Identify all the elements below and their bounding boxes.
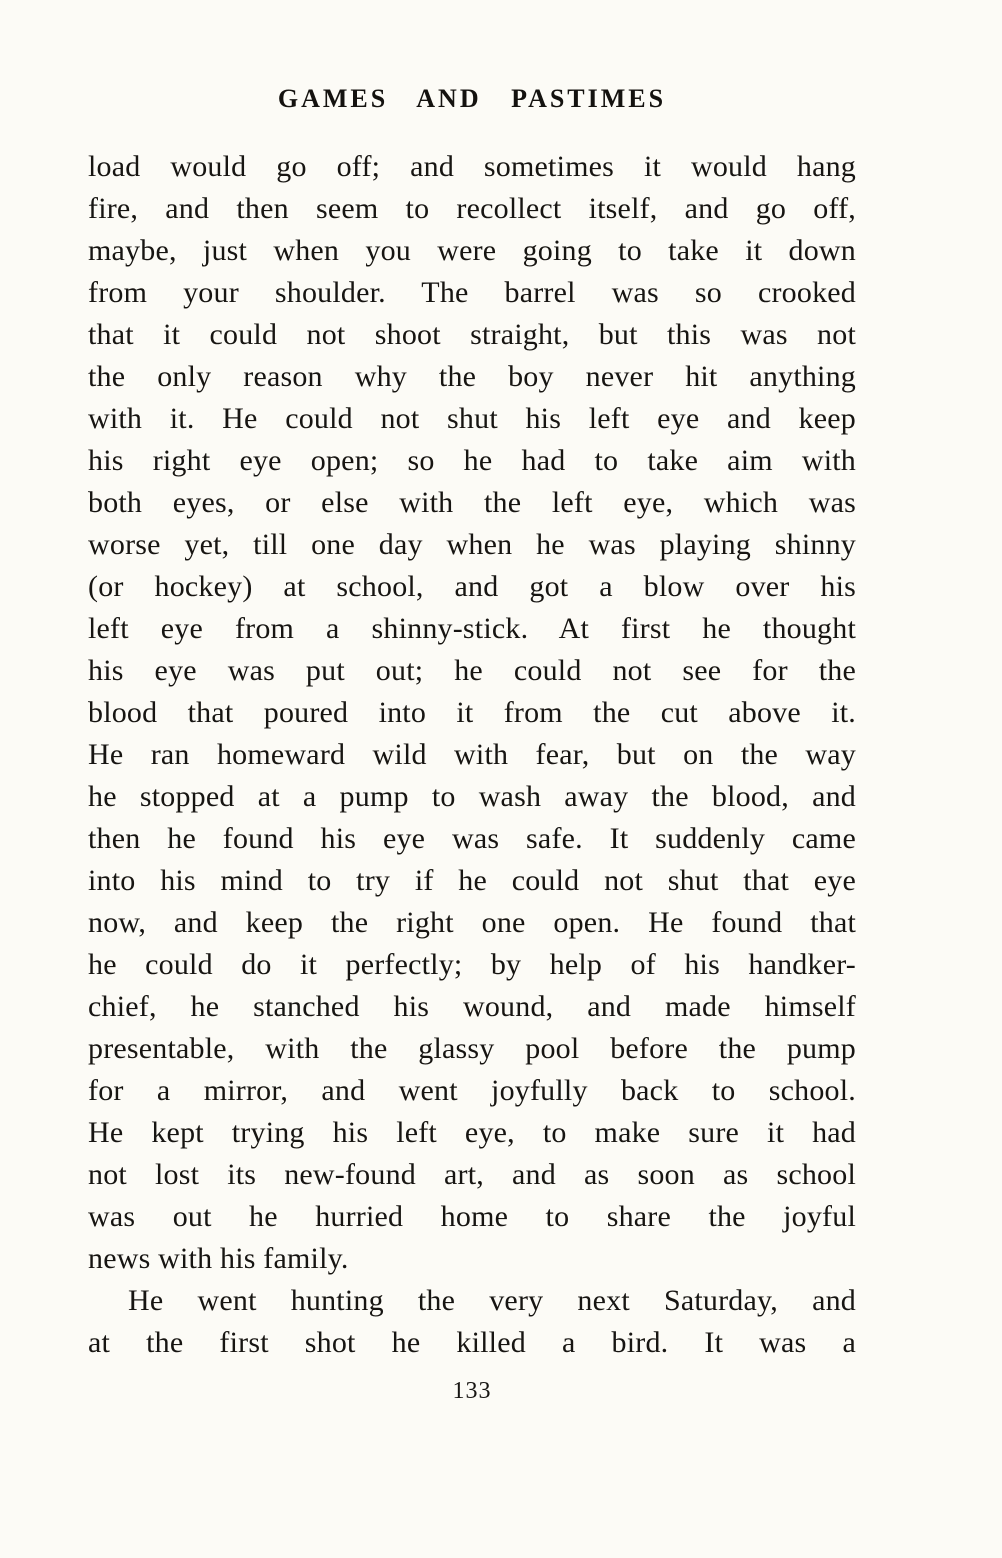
page-header: GAMES AND PASTIMES [277, 84, 667, 113]
text-line: his eye was put out; he could not see for the [88, 654, 856, 687]
text-block [88, 84, 856, 1405]
text-line: now, and keep the right one open. He found that [88, 906, 856, 939]
text-line: his right eye open; so he had to take aim with [88, 444, 856, 477]
text-line: at the first shot he killed a bird. It was a [88, 1326, 856, 1359]
text-line: he could do it perfectly; by help of his handker- [88, 948, 856, 981]
text-line: into his mind to try if he could not shut that eye [88, 864, 856, 897]
text-line: with it. He could not shut his left eye and keep [88, 402, 856, 435]
text-line: the only reason why the boy never hit anything [88, 360, 856, 393]
body-lines [88, 146, 856, 1364]
text-line: presentable, with the glassy pool before the pump [88, 1032, 856, 1065]
text-line: not lost its new-found art, and as soon as school [88, 1158, 856, 1191]
text-line: blood that poured into it from the cut above it. [88, 696, 856, 729]
text-line: He ran homeward wild with fear, but on the way [88, 738, 856, 771]
text-line: both eyes, or else with the left eye, which was [88, 486, 856, 519]
text-line: (or hockey) at school, and got a blow over his [88, 570, 856, 603]
text-line: He kept trying his left eye, to make sure it had [88, 1116, 856, 1149]
text-line: fire, and then seem to recollect itself, and go off, [88, 192, 856, 225]
text-line: He went hunting the very next Saturday, and [128, 1284, 856, 1317]
text-line: from your shoulder. The barrel was so crooked [88, 276, 856, 309]
text-line: load would go off; and sometimes it would hang [88, 150, 856, 183]
text-line: worse yet, till one day when he was playing shinny [88, 528, 856, 561]
text-line: he stopped at a pump to wash away the blood, and [88, 780, 856, 813]
text-line: that it could not shoot straight, but this was not [88, 318, 856, 351]
text-line: for a mirror, and went joyfully back to school. [88, 1074, 856, 1107]
text-line: news with his family. [88, 1242, 349, 1275]
text-line: maybe, just when you were going to take it down [88, 234, 856, 267]
page-number: 133 [452, 1378, 492, 1404]
text-line: then he found his eye was safe. It suddenly came [88, 822, 856, 855]
text-line: chief, he stanched his wound, and made himself [88, 990, 856, 1023]
text-line: was out he hurried home to share the joyful [88, 1200, 856, 1233]
text-line: left eye from a shinny-stick. At first he thought [88, 612, 856, 645]
